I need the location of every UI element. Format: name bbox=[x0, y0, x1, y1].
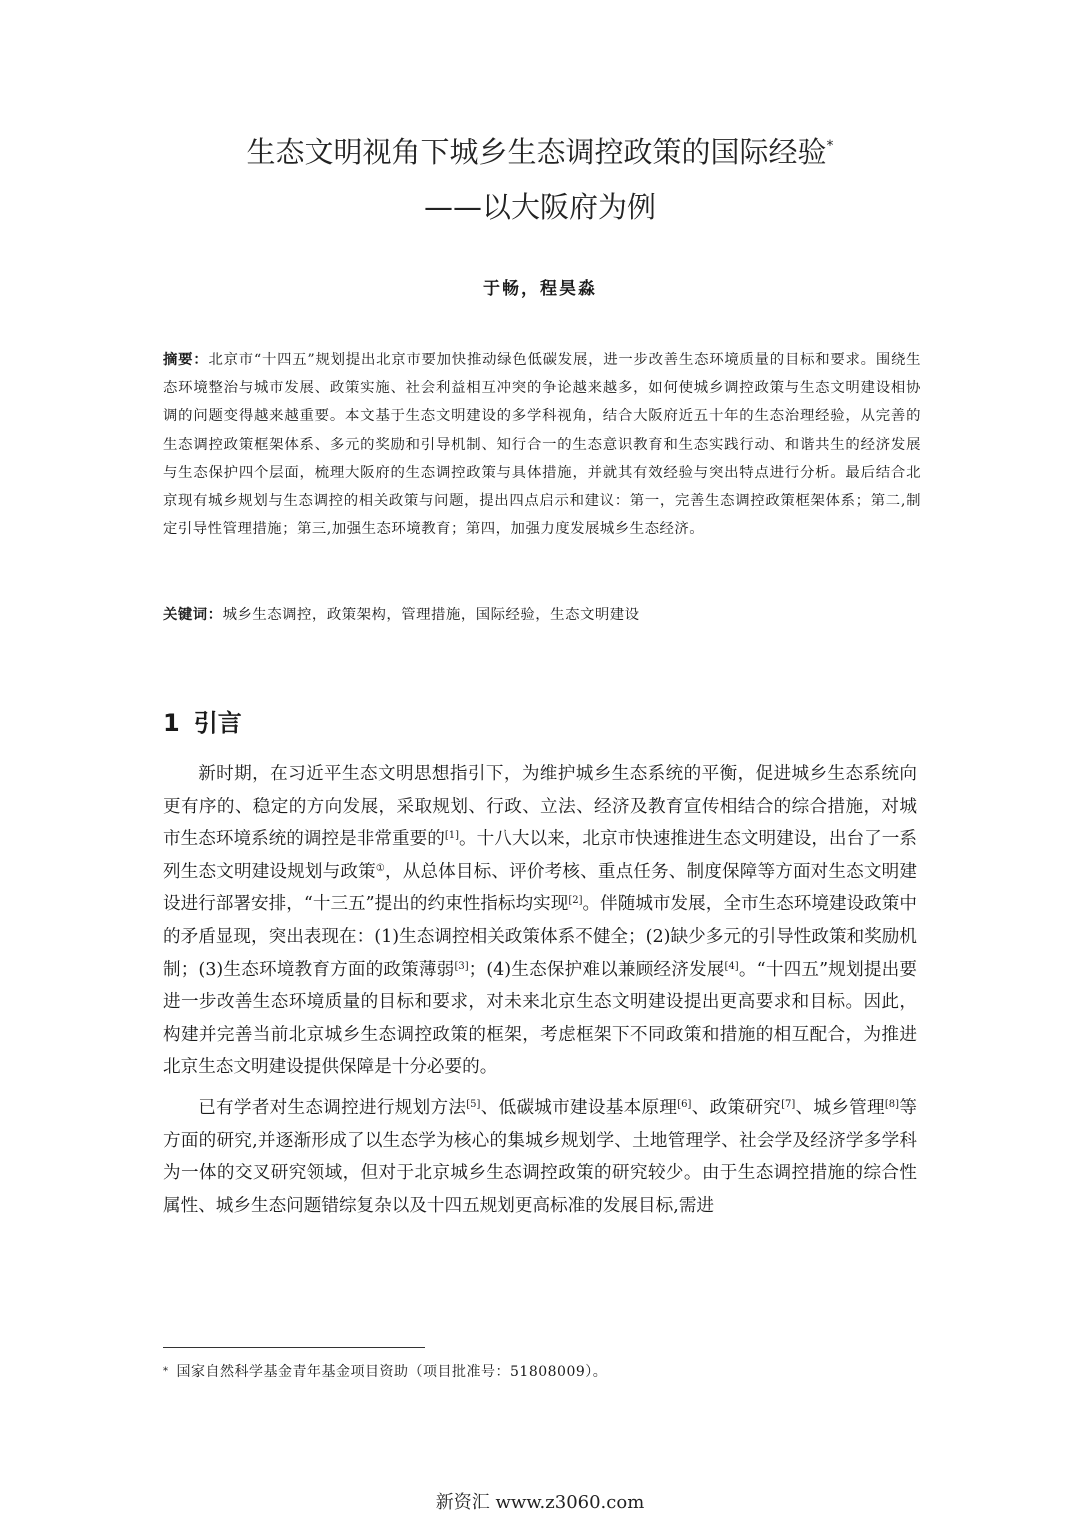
footnote-divider bbox=[163, 1347, 425, 1348]
text-run: 新时期，在习近平生态文明思想指引下，为维护城乡生态系统的平衡，促进城乡生态系统向更有序的、稳定的方向发展，采取规划、行政、立法、经济及教育宣传相结合的综合措施，对城市生态环境系统的调控是非常重要的 bbox=[163, 764, 917, 850]
section-heading bbox=[163, 703, 242, 738]
paper-subtitle: ——以大阪府为例 bbox=[423, 190, 656, 224]
keywords bbox=[163, 601, 921, 629]
abstract-text: 北京市“十四五”规划提出北京市要加快推动绿色低碳发展，进一步改善生态环境质量的目标和要求。围绕生态环境整治与城市发展、政策实施、社会利益相互冲突的争论越来越多，如何使城乡调控政策与生态文明建设相协调的问题变得越来越重要。本文基于生态文明建设的多学科视角，结合大阪府近五十年的生态治理经验，从完善的生态调控政策框架体系、多元的奖励和引导机制、知行合一的生态意识教育和生态实践行动、和谐共生的经济发展与生态保护四个层面，梳理大阪府的生态调控政策与具体措施，并就其有效经验与突出特点进行分析。最后结合北京现有城乡规划与生态调控的相关政策与问题，提出四点启示和建议：第一，完善生态调控政策框架体系；第二,制定引导性管理措施；第三,加强生态环境教育；第四，加强力度发展城乡生态经济。 bbox=[163, 352, 921, 538]
text-run: 。伴随城市发展，全市生态环境建设政策中的矛盾显现，突出表现在：(1)生态调控相关政策体系不健全；(2)缺少多元的引导性政策和奖励机制；(3)生态环境教育方面的政策薄弱 bbox=[163, 894, 917, 980]
text-run: 已有学者对生态调控进行规划方法 bbox=[198, 1097, 467, 1118]
keywords-label: 关键词： bbox=[163, 606, 223, 623]
citation: [1] bbox=[444, 830, 460, 842]
text-run: 、城乡管理 bbox=[795, 1097, 885, 1118]
citation: [8] bbox=[884, 1098, 900, 1110]
footnote-mark: * bbox=[163, 1366, 169, 1377]
text-run: 。“十四五”规划提出要进一步改善生态环境质量的目标和要求，对未来北京生态文明建设提出更高要求和目标。因此，构建并完善当前北京城乡生态调控政策的框架，考虑框架下不同政策和措施的相互配合，为推进北京生态文明建设提供保障是十分必要的。 bbox=[163, 959, 917, 1078]
citation: [4] bbox=[724, 960, 739, 972]
footnote bbox=[163, 1362, 921, 1382]
citation: [5] bbox=[466, 1098, 481, 1110]
title-footnote-mark: * bbox=[826, 138, 834, 154]
footnote-text: 国家自然科学基金青年基金项目资助（项目批准号：51808009）。 bbox=[176, 1364, 608, 1380]
text-run: ，从总体目标、评价考核、重点任务、制度保障等方面对生态文明建设进行部署安排，“十三五”提出的约束性指标均实现 bbox=[163, 861, 917, 915]
body-text bbox=[163, 758, 917, 1230]
text-run: 、低碳城市建设基本原理 bbox=[480, 1097, 678, 1118]
title-text: 生态文明视角下城乡生态调控政策的国际经验 bbox=[246, 135, 827, 169]
abstract-label: 摘要： bbox=[163, 351, 209, 368]
section-title: 引言 bbox=[193, 709, 242, 737]
citation: [6] bbox=[677, 1098, 692, 1110]
text-run: ；(4)生态保护难以兼顾经济发展 bbox=[468, 959, 725, 980]
keywords-text: 城乡生态调控，政策架构，管理措施，国际经验，生态文明建设 bbox=[222, 607, 640, 623]
text-run: 、政策研究 bbox=[691, 1097, 782, 1118]
section-number: 1 bbox=[163, 709, 180, 737]
paper-title bbox=[0, 128, 1080, 176]
paragraph-2 bbox=[163, 1092, 917, 1222]
citation: [2] bbox=[568, 895, 583, 907]
watermark: 新资汇 www.z3060.com bbox=[435, 1492, 645, 1513]
abstract bbox=[163, 346, 921, 543]
endnote-mark: ① bbox=[375, 862, 385, 874]
text-run: 等方面的研究,并逐渐形成了以生态学为核心的集城乡规划学、土地管理学、社会学及经济学多学科为一体的交叉研究领域，但对于北京城乡生态调控政策的研究较少。由于生态调控措施的综合性属性、城乡生态问题错综复杂以及十四五规划更高标准的发展目标,需进 bbox=[163, 1097, 917, 1216]
citation: [7] bbox=[781, 1098, 796, 1110]
citation: [3] bbox=[454, 960, 469, 972]
authors: 于畅，程昊淼 bbox=[483, 279, 597, 299]
text-run: 。十八大以来，北京市快速推进生态文明建设，出台了一系列生态文明建设规划与政策 bbox=[163, 829, 917, 882]
paragraph-1 bbox=[163, 758, 917, 1084]
